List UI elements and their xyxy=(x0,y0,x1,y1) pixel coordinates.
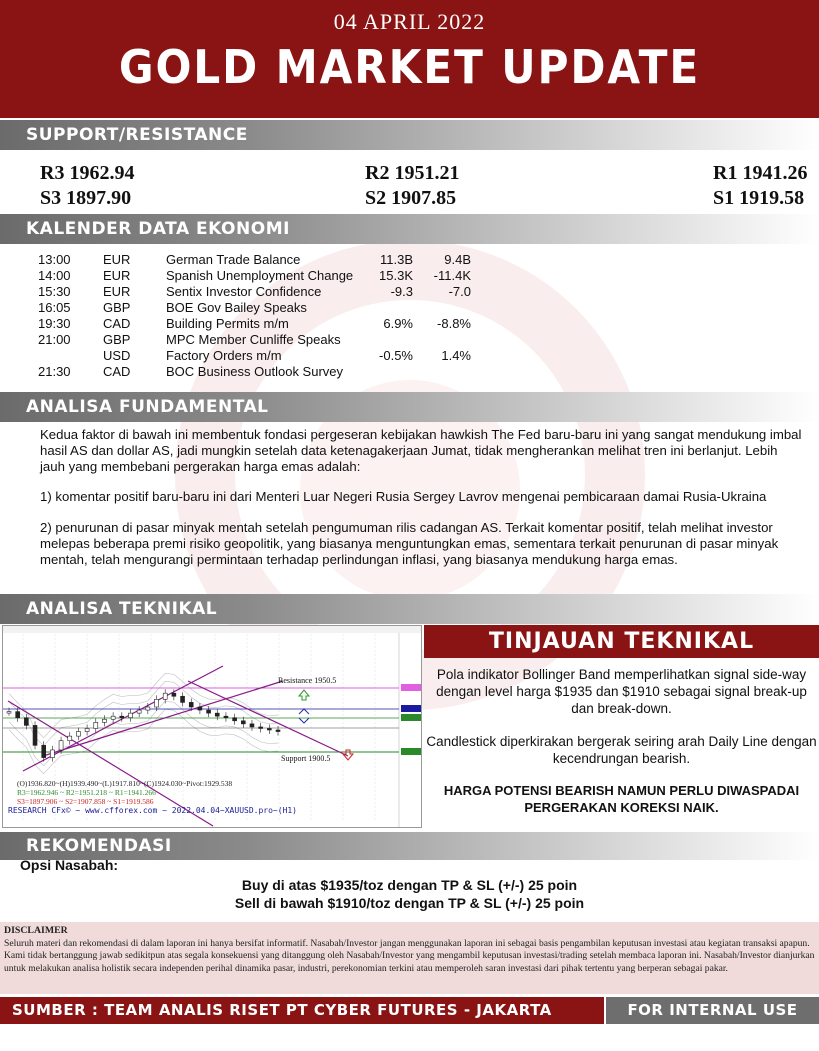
section-support-resistance: SUPPORT/RESISTANCE xyxy=(0,120,819,150)
section-technical: ANALISA TEKNIKAL xyxy=(0,594,819,624)
calendar-previous: -7.0 xyxy=(448,284,471,299)
candle-body xyxy=(137,710,141,713)
section-fundamental: ANALISA FUNDAMENTAL xyxy=(0,392,819,422)
resistance-levels-readout: R3=1962.946 ~ R2=1951.218 ~ R1=1941.266 xyxy=(17,788,156,797)
calendar-currency: EUR xyxy=(103,284,131,299)
candle-body xyxy=(259,727,263,729)
calendar-event: Spanish Unemployment Change xyxy=(166,268,354,283)
candle-body xyxy=(76,732,80,737)
calendar-time: 14:00 xyxy=(38,268,71,283)
price-chart xyxy=(2,625,422,828)
candle-body xyxy=(102,719,106,722)
candle-body xyxy=(198,707,202,710)
section-calendar: KALENDER DATA EKONOMI xyxy=(0,214,819,244)
fundamental-paragraph-2: 1) komentar positif baru-baru ini dari Menteri Luar Negeri Rusia Sergey Lavrov mengenai pembicaraan damai Rusia-Ukraina xyxy=(40,489,767,504)
calendar-time: 15:30 xyxy=(38,284,71,299)
bollinger-band-line xyxy=(9,701,278,766)
level-r2: R2 1951.21 xyxy=(365,162,460,184)
support-levels-readout: S3=1897.906 ~ S2=1907.858 ~ S1=1919.586 xyxy=(17,797,154,806)
calendar-currency: CAD xyxy=(103,364,131,379)
report-date: 04 APRIL 2022 xyxy=(333,9,486,34)
candle-body xyxy=(189,702,193,707)
section-recommendation: REKOMENDASI xyxy=(0,832,819,860)
level-s3: S3 1897.90 xyxy=(40,187,132,209)
calendar-previous: -8.8% xyxy=(437,316,471,331)
calendar-actual: 6.9% xyxy=(383,316,413,331)
calendar-previous: 1.4% xyxy=(441,348,471,363)
disclaimer-title: DISCLAIMER xyxy=(4,925,68,936)
candle-body xyxy=(155,699,159,707)
candle-body xyxy=(59,741,63,750)
calendar-actual: 11.3B xyxy=(379,252,413,267)
candle-body xyxy=(267,728,271,730)
calendar-event: Sentix Investor Confidence xyxy=(166,284,322,299)
calendar-actual: -0.5% xyxy=(379,348,413,363)
page-title: GOLD MARKET UPDATE xyxy=(118,40,701,94)
support-label: Support 1900.5 xyxy=(281,754,331,763)
recommendation-label: Opsi Nasabah: xyxy=(20,857,119,873)
bollinger-band-line xyxy=(9,709,278,774)
candle-body xyxy=(241,721,245,724)
sideways-arrow-icon xyxy=(299,709,309,723)
candle-body xyxy=(85,728,89,731)
calendar-event: Factory Orders m/m xyxy=(166,348,282,363)
footer-internal-badge: FOR INTERNAL USE ONLY xyxy=(606,997,819,1024)
tinjauan-title: TINJAUAN TEKNIKAL xyxy=(424,625,819,658)
calendar-previous: 9.4B xyxy=(444,252,471,267)
candle-body xyxy=(146,707,150,710)
candle-body xyxy=(120,716,124,718)
calendar-time: 21:30 xyxy=(38,364,71,379)
calendar-event: German Trade Balance xyxy=(166,252,301,267)
calendar-event: BOE Gov Bailey Speaks xyxy=(166,300,307,315)
candle-body xyxy=(276,730,280,732)
disclaimer-text: Seluruh materi dan rekomendasi di dalam laporan ini hanya bersifat informatif. Nasabah/Investor jangan menggunakan laporan ini sebagai basis pengambilan keputusan investasi atau kegiatan transaksi apapun. Kami tidak bertanggung jawab sedikitpun atas segala konsekuensi yang ditanggung oleh Nasabah/Investor yang mengambil keputusan investasi/trading setelah membaca laporan ini. Nasabah/Investor dianjurkan untuk melakukan analisa holistik secara independen perihal dinamika pasar, industri, perekonomian terkini atau memperoleh saran investasi dari pihak tertentu yang berperan sebagai pakar. xyxy=(4,937,815,974)
level-r3: R3 1962.94 xyxy=(40,162,135,184)
up-arrow-icon xyxy=(299,690,309,700)
candle-body xyxy=(50,750,54,758)
recommendation-sell: Sell di bawah $1910/toz dengan TP & SL (+/-) 25 poin xyxy=(234,895,585,911)
calendar-time: 19:30 xyxy=(38,316,71,331)
candle-body xyxy=(7,712,11,714)
level-s1: S1 1919.58 xyxy=(713,187,805,209)
ohlc-readout: (O)1936.820~(H)1939.490~(L)1917.810~(C)1924.030~Pivot:1929.538 xyxy=(17,779,233,788)
calendar-previous: -11.4K xyxy=(433,268,471,283)
calendar-currency: GBP xyxy=(103,300,131,315)
calendar-currency: GBP xyxy=(103,332,131,347)
level-r1: R1 1941.26 xyxy=(713,162,808,184)
candle-body xyxy=(224,716,228,718)
calendar-currency: EUR xyxy=(103,252,131,267)
chart-source-watermark: RESEARCH CFx© ~ www.cfforex.com ~ 2022.04.04~XAUUSD.pro~(H1) xyxy=(8,806,297,815)
fundamental-paragraph-3: 2) penurunan di pasar minyak mentah setelah pengumuman rilis cadangan AS. Terkait komentar positif, telah melihat investor melepas beberapa premi risiko geopolitik, yang biasanya menguntungkan emas, sementara terkait penurunan di pasar minyak mentah, telah mengurangi permintaan terhadap perlindungan inflasi, yang biasanya mendukung harga emas. xyxy=(40,520,779,567)
calendar-currency: USD xyxy=(103,348,131,363)
candle-body xyxy=(128,713,132,718)
calendar-event: Building Permits m/m xyxy=(166,316,289,331)
candle-body xyxy=(111,716,115,719)
candle-body xyxy=(181,696,185,702)
calendar-actual: 15.3K xyxy=(379,268,413,283)
header-banner xyxy=(0,0,819,118)
candle-body xyxy=(163,693,167,699)
resistance-label: Resistance 1950.5 xyxy=(278,676,337,685)
level-s2: S2 1907.85 xyxy=(365,187,457,209)
candle-body xyxy=(68,736,72,741)
calendar-time: 13:00 xyxy=(38,252,71,267)
calendar-time: 21:00 xyxy=(38,332,71,347)
candle-body xyxy=(250,724,254,727)
calendar-time: 16:05 xyxy=(38,300,71,315)
tinjauan-paragraph-2: Candlestick diperkirakan bergerak seiring arah Daily Line dengan kecendrungan bearish. xyxy=(426,734,817,766)
candle-body xyxy=(33,725,37,745)
candle-body xyxy=(172,693,176,696)
calendar-currency: EUR xyxy=(103,268,131,283)
candle-body xyxy=(42,745,46,757)
footer-source: SUMBER : TEAM ANALIS RISET PT CYBER FUTURES - JAKARTA xyxy=(0,997,604,1024)
tinjauan-paragraph-1: Pola indikator Bollinger Band memperlihatkan signal side-way dengan level harga $1935 dan $1910 sebagai signal break-up dan break-down. xyxy=(436,667,807,716)
calendar-currency: CAD xyxy=(103,316,131,331)
candle-body xyxy=(24,718,28,726)
calendar-actual: -9.3 xyxy=(390,284,413,299)
tinjauan-conclusion: HARGA POTENSI BEARISH NAMUN PERLU DIWASPADAI PERGERAKAN KOREKSI NAIK. xyxy=(443,783,800,815)
recommendation-buy: Buy di atas $1935/toz dengan TP & SL (+/-) 25 poin xyxy=(241,877,578,893)
candle-body xyxy=(233,718,237,721)
candle-body xyxy=(16,712,20,718)
calendar-event: MPC Member Cunliffe Speaks xyxy=(166,332,341,347)
fundamental-paragraph-1: Kedua faktor di bawah ini membentuk fondasi pergeseran kebijakan hawkish The Fed baru-baru ini yang sangat mendukung imbal hasil AS dan dollar AS, jadi mungkin setelah data ketenagakerjaan Jumat, tidak mengherankan melihat tren ini berlanjut. Lebih jauh yang membebani pergerakan harga emas adalah: xyxy=(40,427,802,474)
candle-body xyxy=(207,710,211,713)
calendar-event: BOC Business Outlook Survey xyxy=(166,364,344,379)
disclaimer-box xyxy=(0,922,819,994)
candle-body xyxy=(215,713,219,716)
candle-body xyxy=(94,722,98,728)
